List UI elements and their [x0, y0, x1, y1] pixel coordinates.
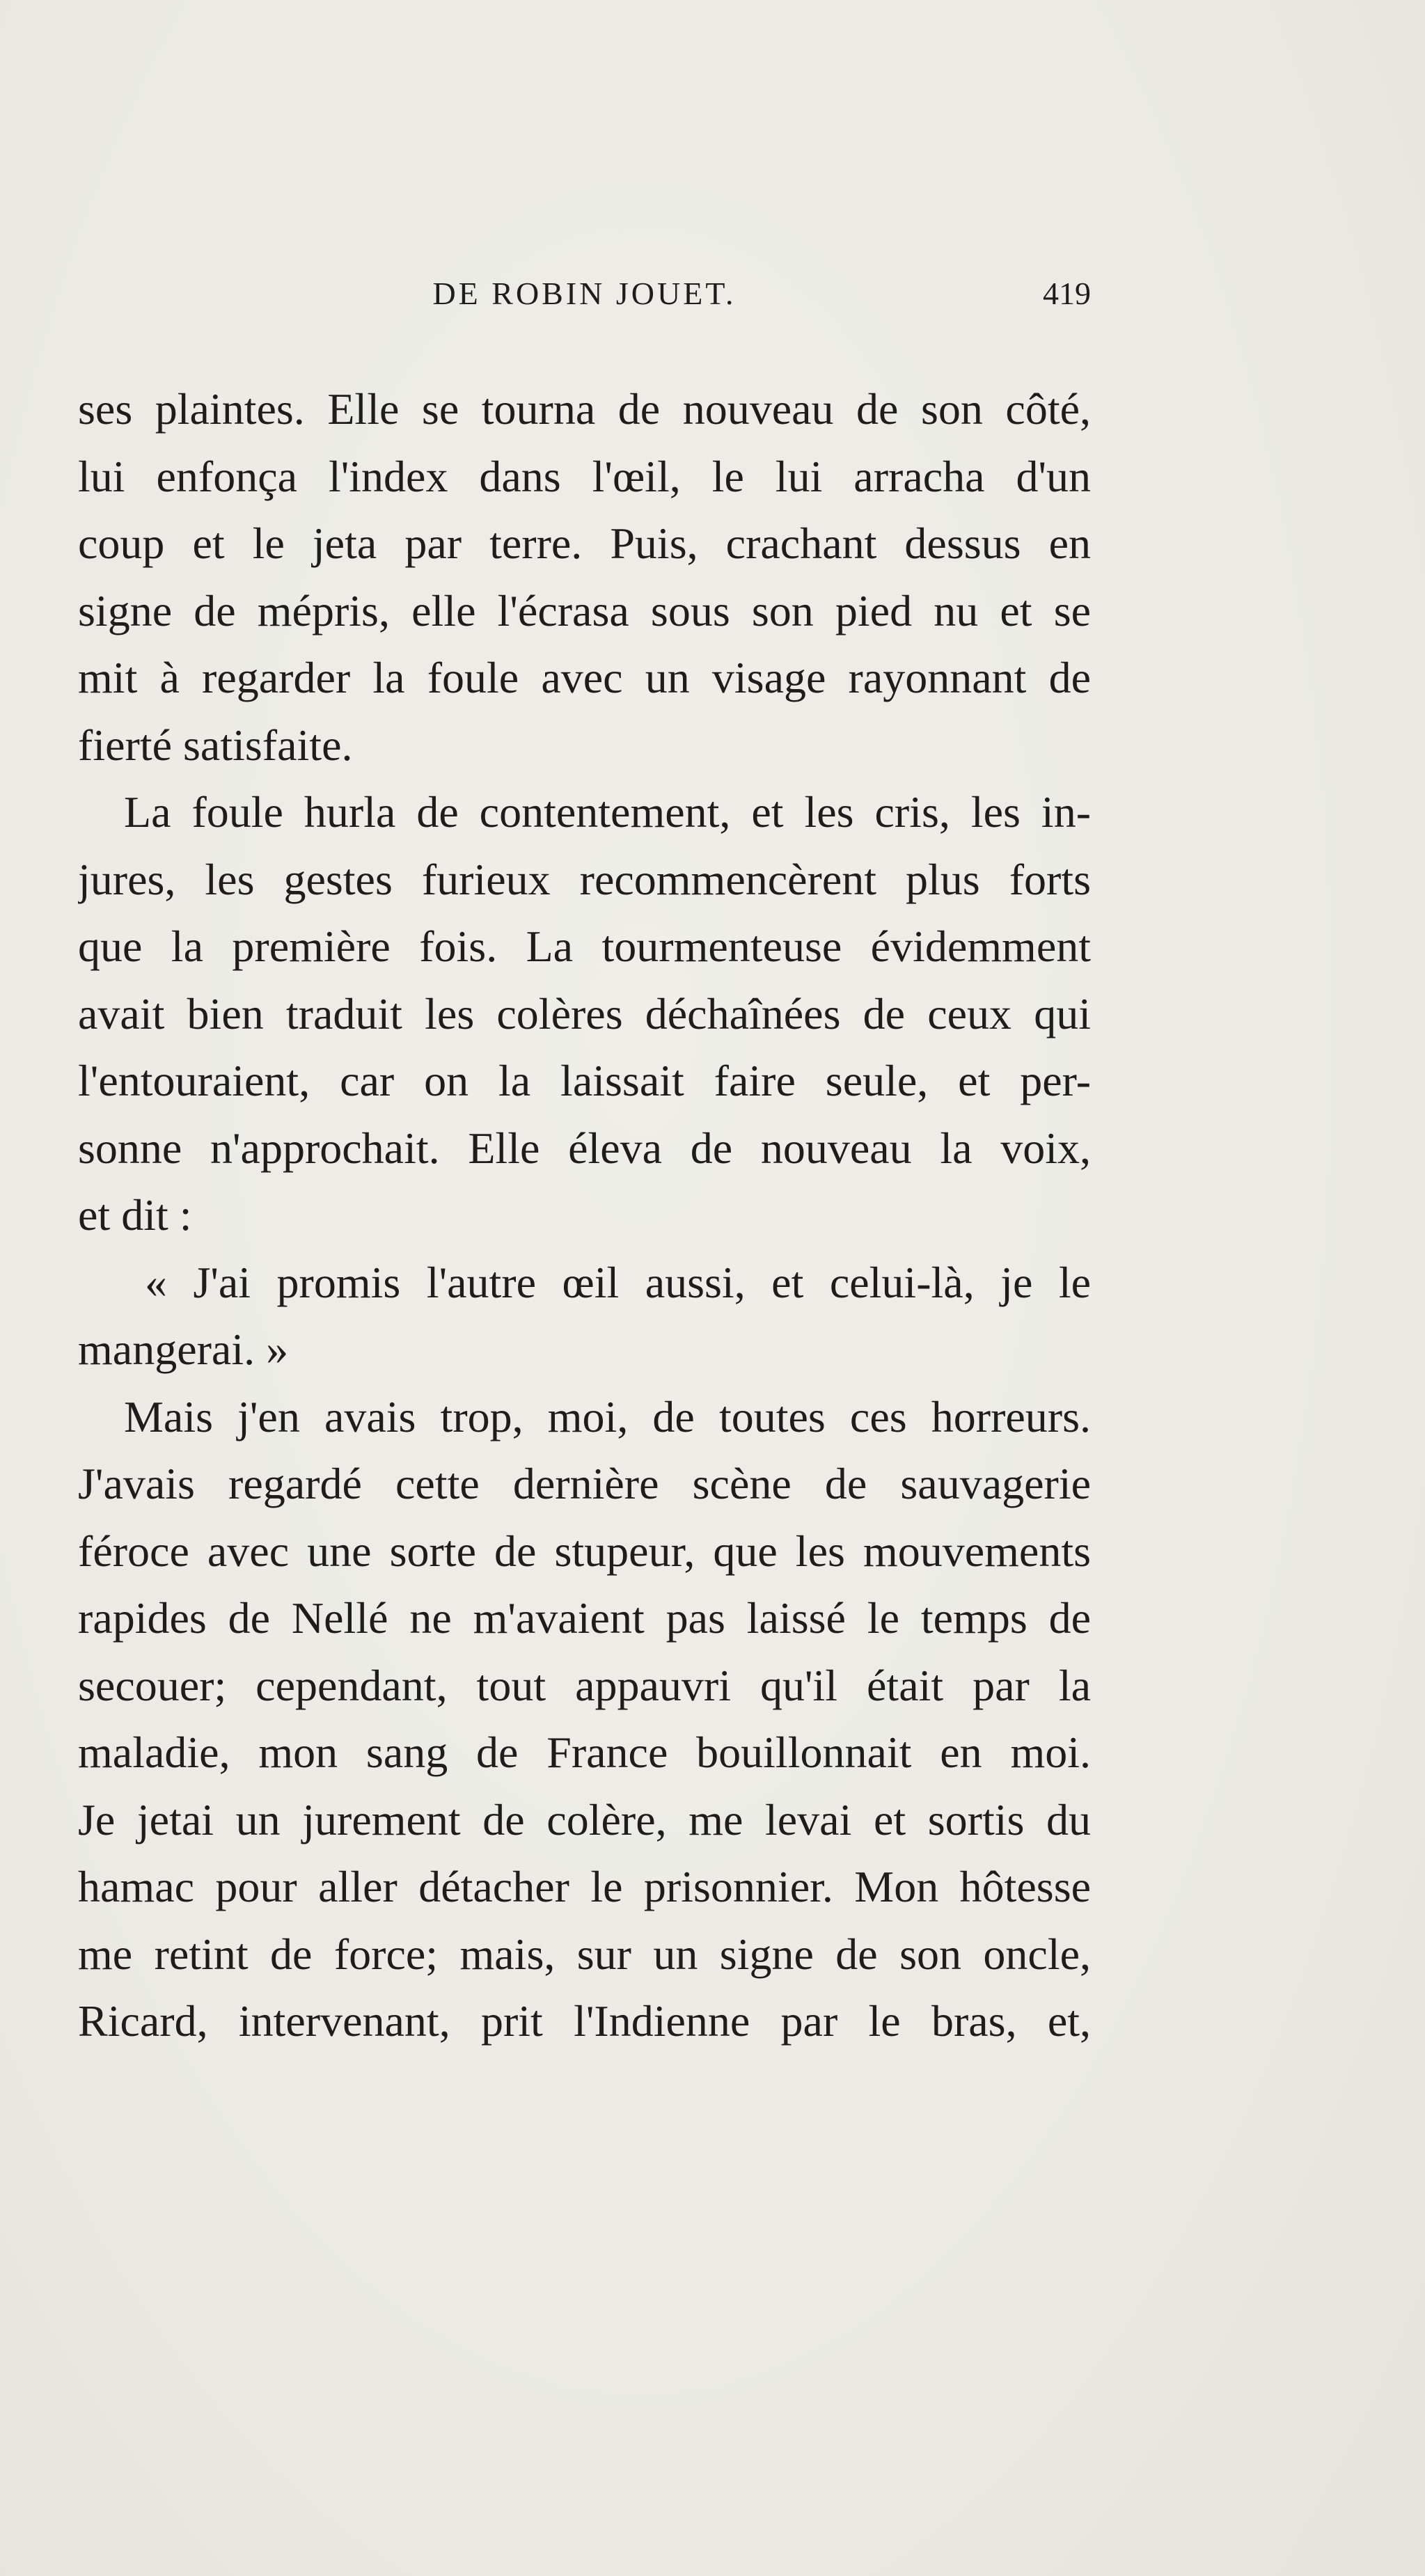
text-line: mit à regarder la foule avec un visage rayonnant de	[78, 653, 1091, 702]
text-line: fierté satisfaite.	[78, 720, 353, 770]
text-line: lui enfonça l'index dans l'œil, le lui arracha d'un	[78, 451, 1091, 501]
quote-line: « J'ai promis l'autre œil aussi, et celui-là, je le	[145, 1257, 1091, 1307]
text-line: féroce avec une sorte de stupeur, que les mouvements	[78, 1526, 1091, 1576]
quote-line: mangerai. »	[78, 1325, 289, 1374]
text-line: Ricard, intervenant, prit l'Indienne par le bras, et,	[78, 1996, 1091, 2046]
running-title: DE ROBIN JOUET.	[432, 276, 737, 311]
text-line: secouer; cependant, tout appauvri qu'il était par la	[78, 1660, 1091, 1710]
text-line: ses plaintes. Elle se tourna de nouveau de son côté,	[78, 384, 1091, 434]
body-text	[78, 376, 1091, 2055]
text-line: hamac pour aller détacher le prisonnier. Mon hôtesse	[78, 1862, 1091, 1911]
text-line: jures, les gestes furieux recommencèrent plus forts	[78, 854, 1091, 904]
page-number: 419	[1043, 276, 1091, 311]
text-line: maladie, mon sang de France bouillonnait en moi.	[78, 1728, 1091, 1777]
text-line: que la première fois. La tourmenteuse évidemment	[78, 922, 1091, 971]
text-line: l'entouraient, car on la laissait faire seule, et per-	[78, 1056, 1091, 1105]
text-line: rapides de Nellé ne m'avaient pas laissé le temps de	[78, 1593, 1091, 1643]
text-line: me retint de force; mais, sur un signe de son oncle,	[78, 1929, 1091, 1979]
text-line: J'avais regardé cette dernière scène de sauvagerie	[78, 1459, 1091, 1508]
paragraph-start-line: Mais j'en avais trop, moi, de toutes ces horreurs.	[124, 1391, 1091, 1441]
text-line: Je jetai un jurement de colère, me levai et sortis du	[78, 1794, 1091, 1844]
running-head	[78, 273, 1091, 315]
paragraph-start-line: La foule hurla de contentement, et les cris, les in-	[124, 787, 1091, 837]
text-line: et dit :	[78, 1190, 192, 1240]
text-line: signe de mépris, elle l'écrasa sous son pied nu et se	[78, 585, 1091, 635]
text-line: coup et le jeta par terre. Puis, crachant dessus en	[78, 519, 1091, 568]
text-line: avait bien traduit les colères déchaînées de ceux qui	[78, 988, 1091, 1038]
text-line: sonne n'approchait. Elle éleva de nouveau la voix,	[78, 1123, 1091, 1173]
